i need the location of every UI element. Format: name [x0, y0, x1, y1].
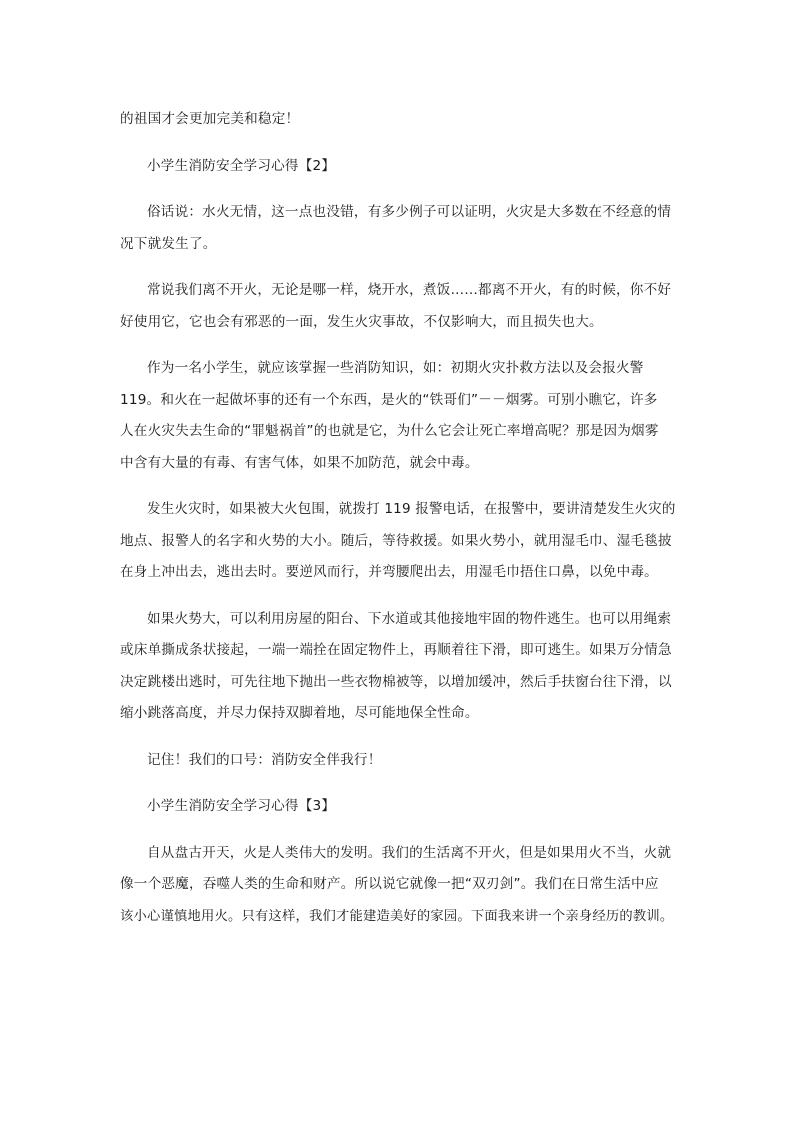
- text-line: 人在火灾失去生命的“罪魁祸首”的也就是它，为什么它会让死亡率增高呢？那是因为烟雾: [120, 423, 659, 439]
- paragraph: [120, 275, 676, 338]
- paragraph: [120, 604, 676, 730]
- text-line: 在身上冲出去，逃出去时。要逆风而行，并弯腰爬出去，用湿毛巾捂住口鼻，以免中毒。: [120, 564, 658, 580]
- text-line: 的祖国才会更加完美和稳定！: [120, 111, 300, 127]
- text-line: 记住！我们的口号：消防安全伴我行！: [147, 751, 382, 768]
- text-line: 发生火灾时，如果被大火包围，就拨打 119 报警电话，在报警中，要讲清楚发生火灾的: [147, 501, 676, 517]
- paragraph: [120, 104, 676, 136]
- text-line: 119。和火在一起做坏事的还有一个东西，是火的“铁哥们”－－烟雾。可别小瞧它，许多: [120, 391, 658, 408]
- text-line: 小学生消防安全学习心得【2】: [147, 157, 336, 174]
- paragraph: [120, 494, 676, 589]
- section-heading: [120, 791, 676, 823]
- section-heading: [120, 151, 676, 183]
- text-line: 如果火势大，可以利用房屋的阳台、下水道或其他接地牢固的物件逃生。也可以用绳索: [147, 610, 672, 627]
- text-line: 或床单撕成条状接起，一端一端拴在固定物件上，再顺着往下滑，即可逃生。如果万分情急: [120, 642, 672, 658]
- text-line: 好使用它，它也会有邪恶的一面，发生火灾事故，不仅影响大，而且损失也大。: [120, 313, 603, 330]
- text-line: 俗话说：水火无情，这一点也没错，有多少例子可以证明，火灾是大多数在不经意的情: [147, 204, 672, 220]
- text-line: 作为一名小学生，就应该掌握一些消防知识，如：初期火灾扑救方法以及会报火警: [147, 360, 644, 376]
- paragraph: [120, 745, 676, 777]
- paragraph: [120, 838, 676, 933]
- text-line: 况下就发生了。: [120, 235, 217, 252]
- document-body: [120, 104, 676, 932]
- text-line: 中含有大量的有毒、有害气体，如果不加防范，就会中毒。: [120, 454, 479, 471]
- text-line: 决定跳楼出逃时，可先往地下抛出一些衣物棉被等，以增加缓冲，然后手扶窗台往下滑，以: [120, 673, 672, 690]
- text-line: 缩小跳落高度，并尽力保持双脚着地，尽可能地保全性命。: [120, 705, 479, 721]
- text-line: 像一个恶魔，吞噬人类的生命和财产。所以说它就像一把“双刃剑”。我们在日常生活中应: [120, 876, 659, 892]
- text-line: 常说我们离不开火，无论是哪一样，烧开水，煮饭……都离不开火，有的时候，你不好: [147, 282, 672, 298]
- text-line: 小学生消防安全学习心得【3】: [147, 798, 336, 814]
- paragraph: [120, 353, 676, 479]
- text-line: 自从盘古开天，火是人类伟大的发明。我们的生活离不开火，但是如果用火不当，火就: [147, 844, 672, 861]
- text-line: 该小心谨慎地用火。只有这样，我们才能建造美好的家园。下面我来讲一个亲身经历的教训。: [120, 908, 674, 924]
- paragraph: [120, 197, 676, 260]
- text-line: 地点、报警人的名字和火势的大小。随后，等待救援。如果火势小，就用湿毛巾、湿毛毯披: [120, 532, 672, 549]
